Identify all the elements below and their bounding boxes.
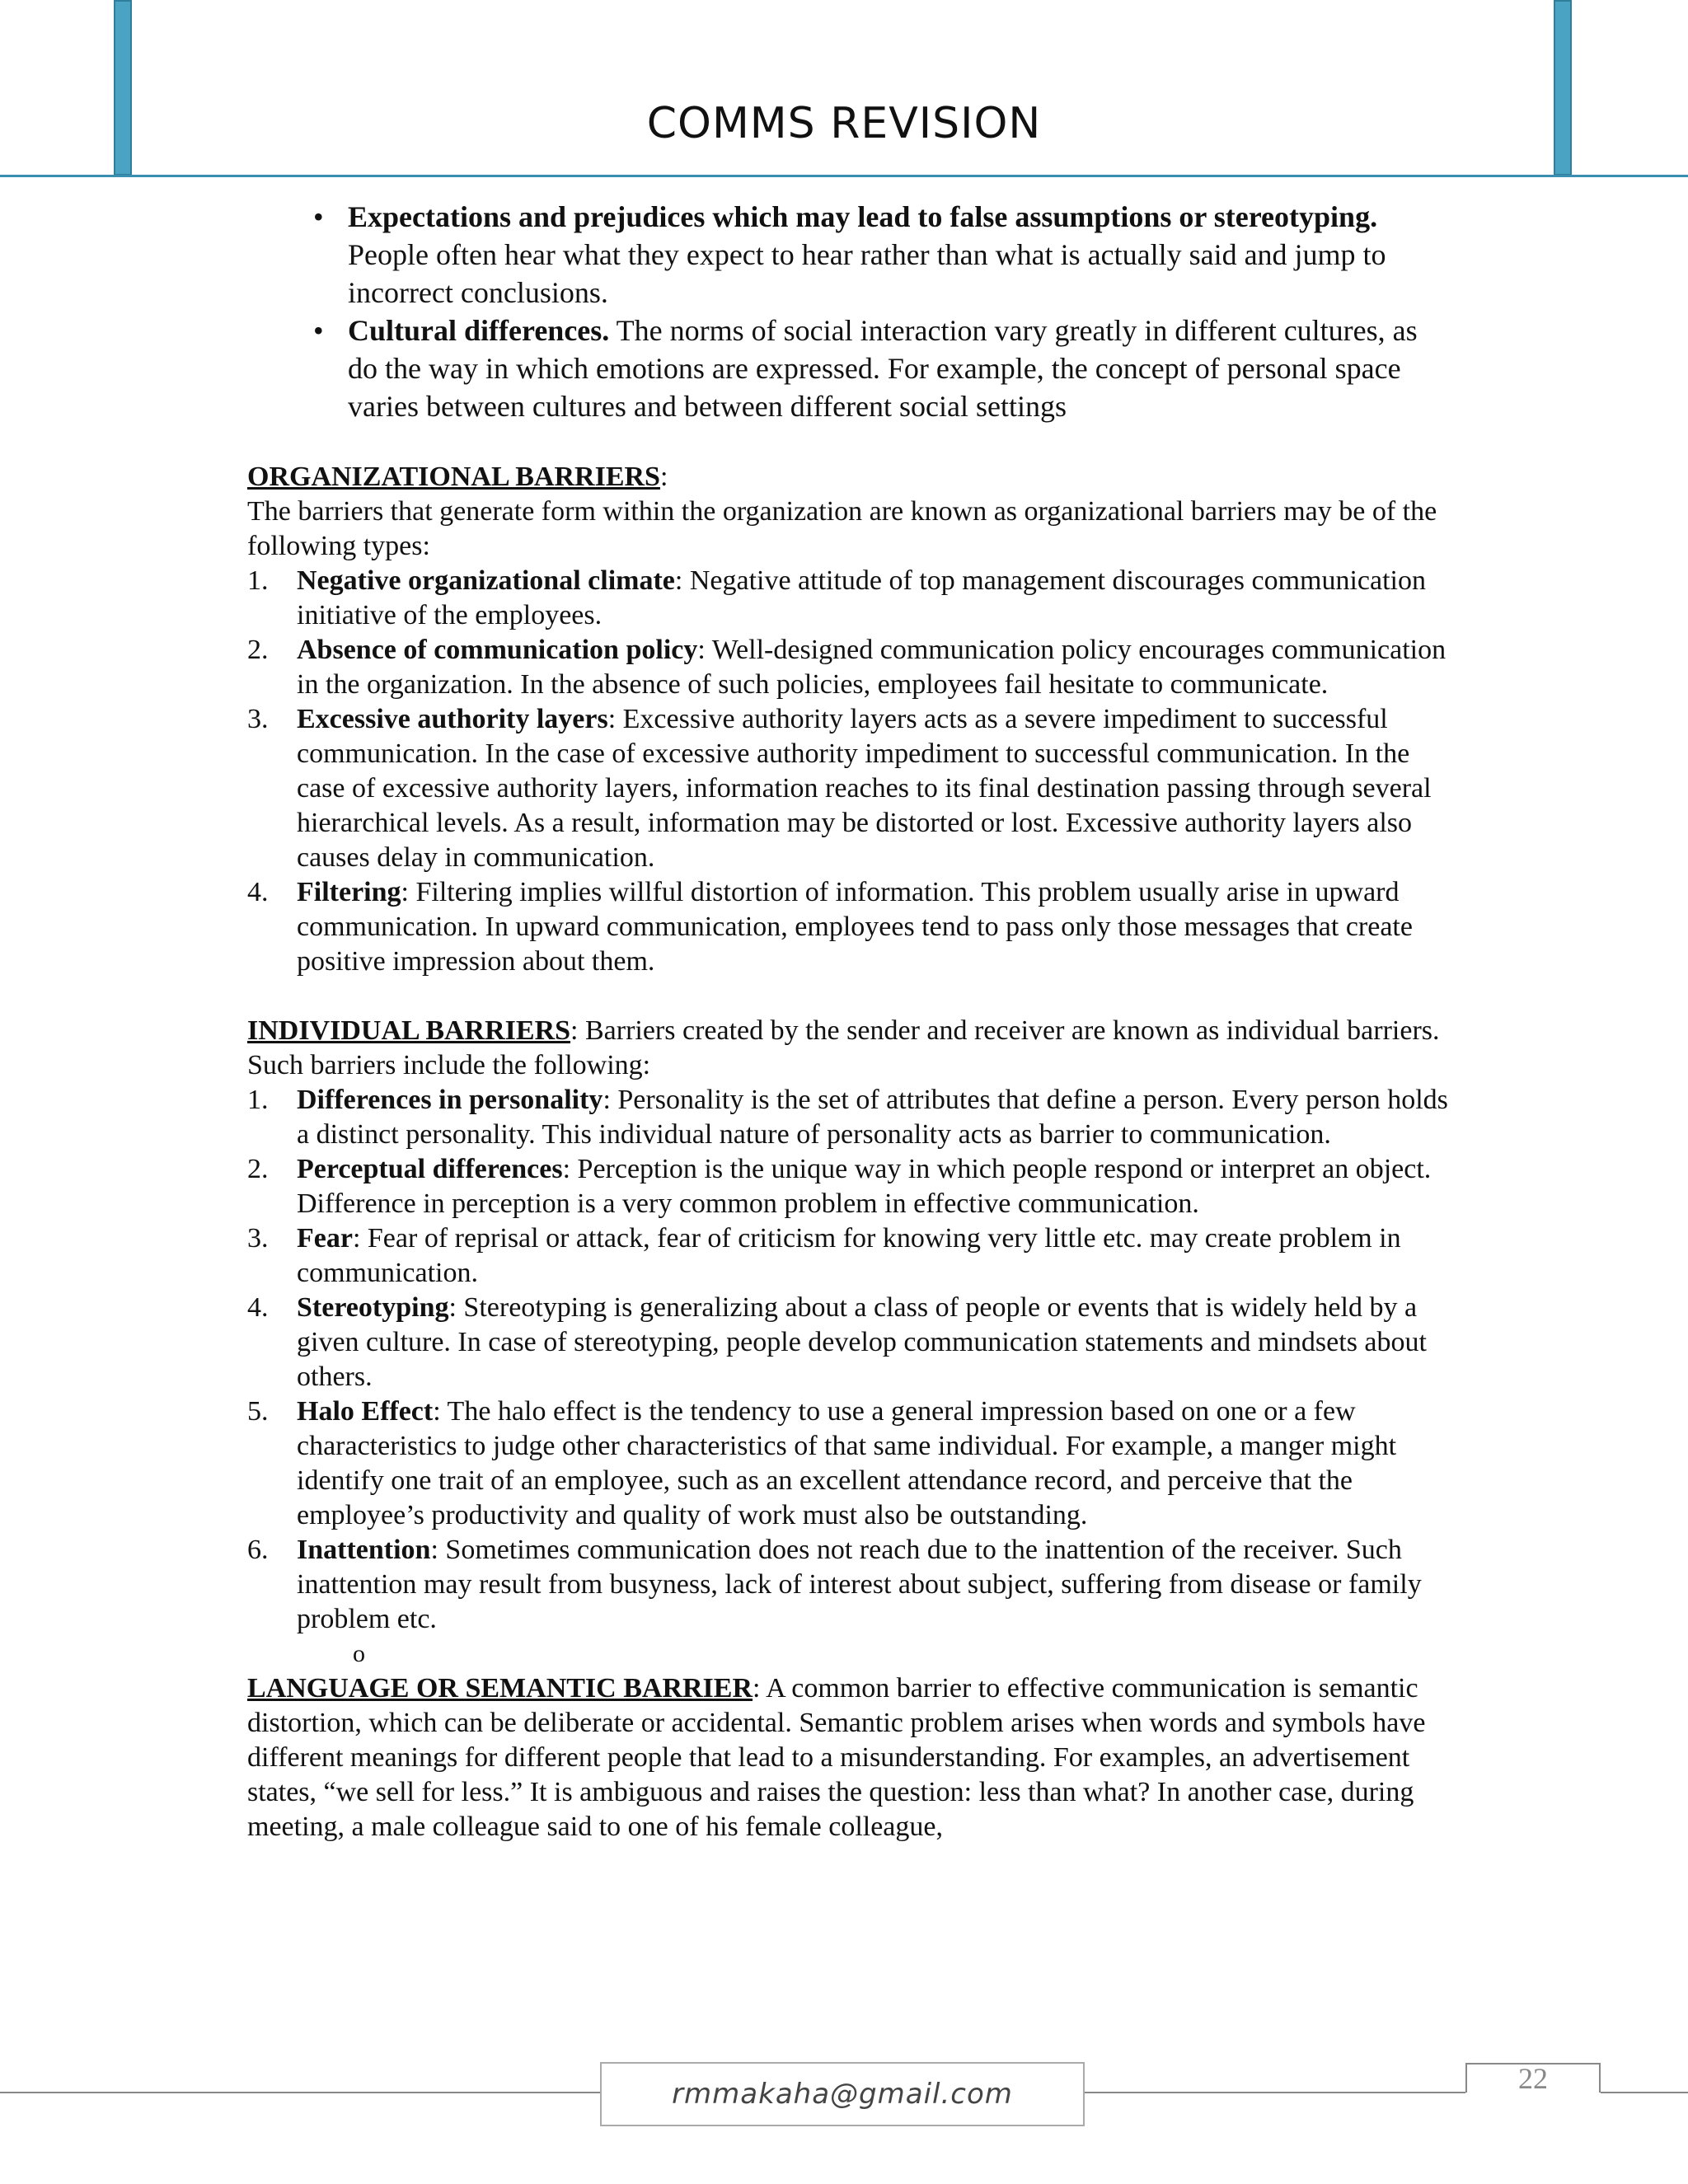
numbered-list (247, 1083, 1451, 1637)
item-text: : Filtering implies willful distortion of information. This problem usually arise in upward communication. In upward communication, employees tend to pass only those messages that create positive impression about them. (297, 877, 1413, 977)
list-item (247, 1394, 1451, 1533)
list-item (247, 1152, 1451, 1221)
item-text: : The halo effect is the tendency to use a general impression based on one or a few characteristics to judge other characteristics of that same individual. For example, a manger might identify one trait of an employee, such as an excellent attendance record, and perceive that the employee’s productivity and quality of work must also be outstanding. (297, 1396, 1397, 1530)
section-heading: ORGANIZATIONAL BARRIERS (247, 462, 660, 492)
item-text: : Excessive authority layers acts as a severe impediment to successful communication. In the case of excessive authority impediment to successful communication. In the case of excessive authority layers, information reaches to its final destination passing through several hierarchical levels. As a result, information may be distorted or lost. Excessive authority layers also causes delay in communication. (297, 704, 1432, 873)
bullet-list (247, 198, 1451, 425)
bullet-text: The norms of social interaction vary greatly in different cultures, as do the way in which emotions are expressed. For example, the concept of personal space varies between cultures and between different social settings (348, 314, 1418, 423)
bullet-dot-icon: • (313, 200, 324, 233)
language-section (247, 1671, 1451, 1844)
item-number: 3. (247, 704, 269, 734)
page-content (247, 198, 1451, 1844)
item-term: Perceptual differences (297, 1154, 563, 1184)
numbered-list (247, 564, 1451, 979)
header-left-bar (114, 0, 132, 176)
item-term: Halo Effect (297, 1396, 434, 1427)
page-number: 22 (1465, 2063, 1601, 2093)
item-term: Absence of communication policy (297, 635, 698, 665)
empty-sub-bullet-icon: o (353, 1640, 365, 1667)
section-heading: LANGUAGE OR SEMANTIC BARRIER (247, 1673, 753, 1704)
section-heading: INDIVIDUAL BARRIERS (247, 1015, 571, 1046)
footer-rule-middle (1085, 2092, 1465, 2093)
item-text: : Fear of reprisal or attack, fear of criticism for knowing very little etc. may create problem in communication. (297, 1223, 1401, 1288)
list-item (247, 633, 1451, 702)
organizational-section (247, 460, 1451, 979)
bullet-term: Cultural differences. (348, 314, 610, 347)
item-number: 5. (247, 1396, 269, 1427)
bullet-term: Expectations and prejudices which may lead to false assumptions or stereotyping. (348, 200, 1378, 233)
item-term: Negative organizational climate (297, 565, 675, 596)
bullet-text: People often hear what they expect to hear rather than what is actually said and jump to incorrect conclusions. (348, 238, 1386, 309)
footer-rule-right (1601, 2092, 1688, 2093)
list-item (247, 1533, 1451, 1637)
item-term: Excessive authority layers (297, 704, 608, 734)
heading-suffix: : (659, 462, 668, 492)
item-number: 3. (247, 1223, 269, 1254)
header-right-bar (1554, 0, 1572, 176)
section-text: : A common barrier to effective communication is semantic distortion, which can be deliberate or accidental. Semantic problem arises when words and symbols have different meanings for different people that lead to a misunderstanding. For examples, an advertisement states, “we sell for less.” It is ambiguous and raises the question: less than what? In another case, during meeting, a male colleague said to one of his female colleague, (247, 1673, 1426, 1842)
item-term: Differences in personality (297, 1085, 603, 1115)
section-intro: : Barriers created by the sender and receiver are known as individual barriers. Such barriers include the following: (247, 1015, 1440, 1080)
list-item (247, 702, 1451, 875)
bullet-dot-icon: • (313, 314, 324, 347)
individual-section (247, 1014, 1451, 1671)
item-text: : Perception is the unique way in which people respond or interpret an object. Difference in perception is a very common problem in effective communication. (297, 1154, 1432, 1219)
item-term: Stereotyping (297, 1292, 449, 1323)
bullet-item (247, 312, 1451, 425)
list-item (247, 564, 1451, 633)
list-item (247, 1221, 1451, 1291)
list-item (247, 875, 1451, 979)
item-number: 1. (247, 1085, 269, 1115)
item-number: 2. (247, 635, 269, 665)
item-term: Filtering (297, 877, 401, 907)
item-term: Inattention (297, 1535, 431, 1565)
item-term: Fear (297, 1223, 353, 1254)
item-text: : Sometimes communication does not reach due to the inattention of the receiver. Such inattention may result from busyness, lack of interest about subject, suffering from disease or family problem etc. (297, 1535, 1422, 1634)
item-number: 1. (247, 565, 269, 596)
item-number: 4. (247, 877, 269, 907)
item-number: 6. (247, 1535, 269, 1565)
item-number: 2. (247, 1154, 269, 1184)
item-text: : Well-designed communication policy encourages communication in the organization. In the absence of such policies, employees fail hesitate to communicate. (297, 635, 1447, 700)
item-text: : Personality is the set of attributes that define a person. Every person holds a distinct personality. This individual nature of personality acts as barrier to communication. (297, 1085, 1448, 1150)
list-item (247, 1083, 1451, 1152)
list-item (247, 1291, 1451, 1394)
section-intro: The barriers that generate form within the organization are known as organizational barriers may be of the following types: (247, 496, 1437, 561)
footer-email: rmmakaha@gmail.com (600, 2062, 1085, 2126)
item-text: : Stereotyping is generalizing about a class of people or events that is widely held by a given culture. In case of stereotyping, people develop communication statements and mindsets about others. (297, 1292, 1427, 1392)
bullet-item (247, 198, 1451, 312)
item-number: 4. (247, 1292, 269, 1323)
header-rule (0, 175, 1688, 177)
page-title: COMMS REVISION (646, 99, 1042, 148)
footer-rule-left (0, 2092, 600, 2093)
item-text: : Negative attitude of top management discourages communication initiative of the employees. (297, 565, 1427, 630)
